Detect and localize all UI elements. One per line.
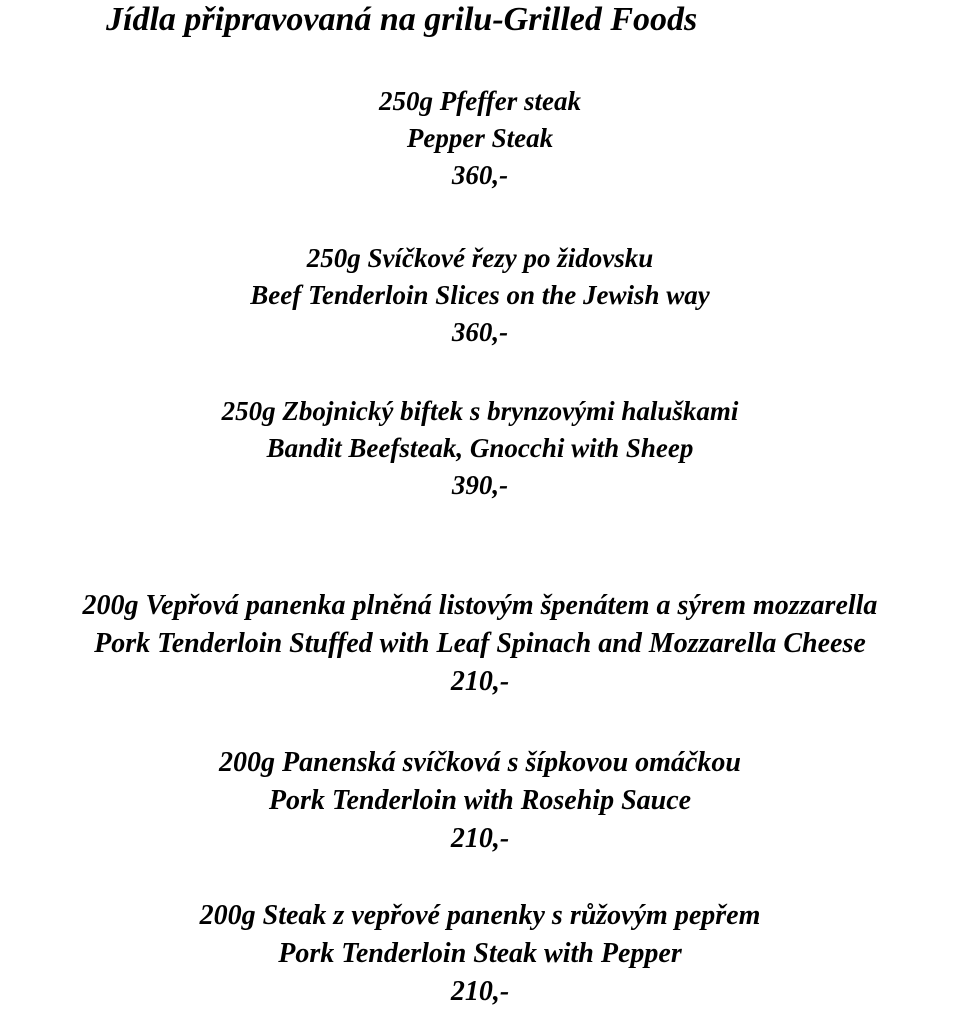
- dish-name-english: Pork Tenderloin with Rosehip Sauce: [268, 785, 692, 816]
- dish-name-english: Bandit Beefsteak, Gnocchi with Sheep: [266, 433, 694, 463]
- dish-price: 390,-: [451, 470, 509, 500]
- dish-name-czech: 250g Pfeffer steak: [379, 86, 581, 116]
- dish-price: 360,-: [451, 317, 509, 347]
- dish-name-english: Pork Tenderloin Stuffed with Leaf Spinach and Mozzarella Cheese: [94, 628, 866, 659]
- menu-item: [0, 83, 960, 194]
- menu-item: [0, 897, 960, 1011]
- dish-price: 360,-: [451, 160, 509, 190]
- dish-name-english: Pork Tenderloin Steak with Pepper: [278, 938, 682, 969]
- menu-item: [0, 240, 960, 351]
- dish-name-english: Beef Tenderloin Slices on the Jewish way: [250, 280, 710, 310]
- dish-price: 210,-: [450, 823, 510, 854]
- page-title: Jídla připravovaná na grilu-Grilled Foods: [106, 1, 698, 38]
- dish-name-czech: 250g Svíčkové řezy po židovsku: [306, 243, 654, 273]
- menu-item: [0, 393, 960, 504]
- dish-name-czech: 200g Vepřová panenka plněná listovým špenátem a sýrem mozzarella: [82, 590, 878, 621]
- dish-name-czech: 200g Steak z vepřové panenky s růžovým pepřem: [199, 900, 761, 931]
- dish-price: 210,-: [450, 666, 510, 697]
- dish-name-english: Pepper Steak: [406, 123, 554, 153]
- menu-item: [0, 587, 960, 701]
- dish-name-czech: 250g Zbojnický biftek s brynzovými haluškami: [221, 396, 739, 426]
- dish-price: 210,-: [450, 976, 510, 1007]
- dish-name-czech: 200g Panenská svíčková s šípkovou omáčkou: [219, 747, 741, 778]
- menu-item: [0, 744, 960, 858]
